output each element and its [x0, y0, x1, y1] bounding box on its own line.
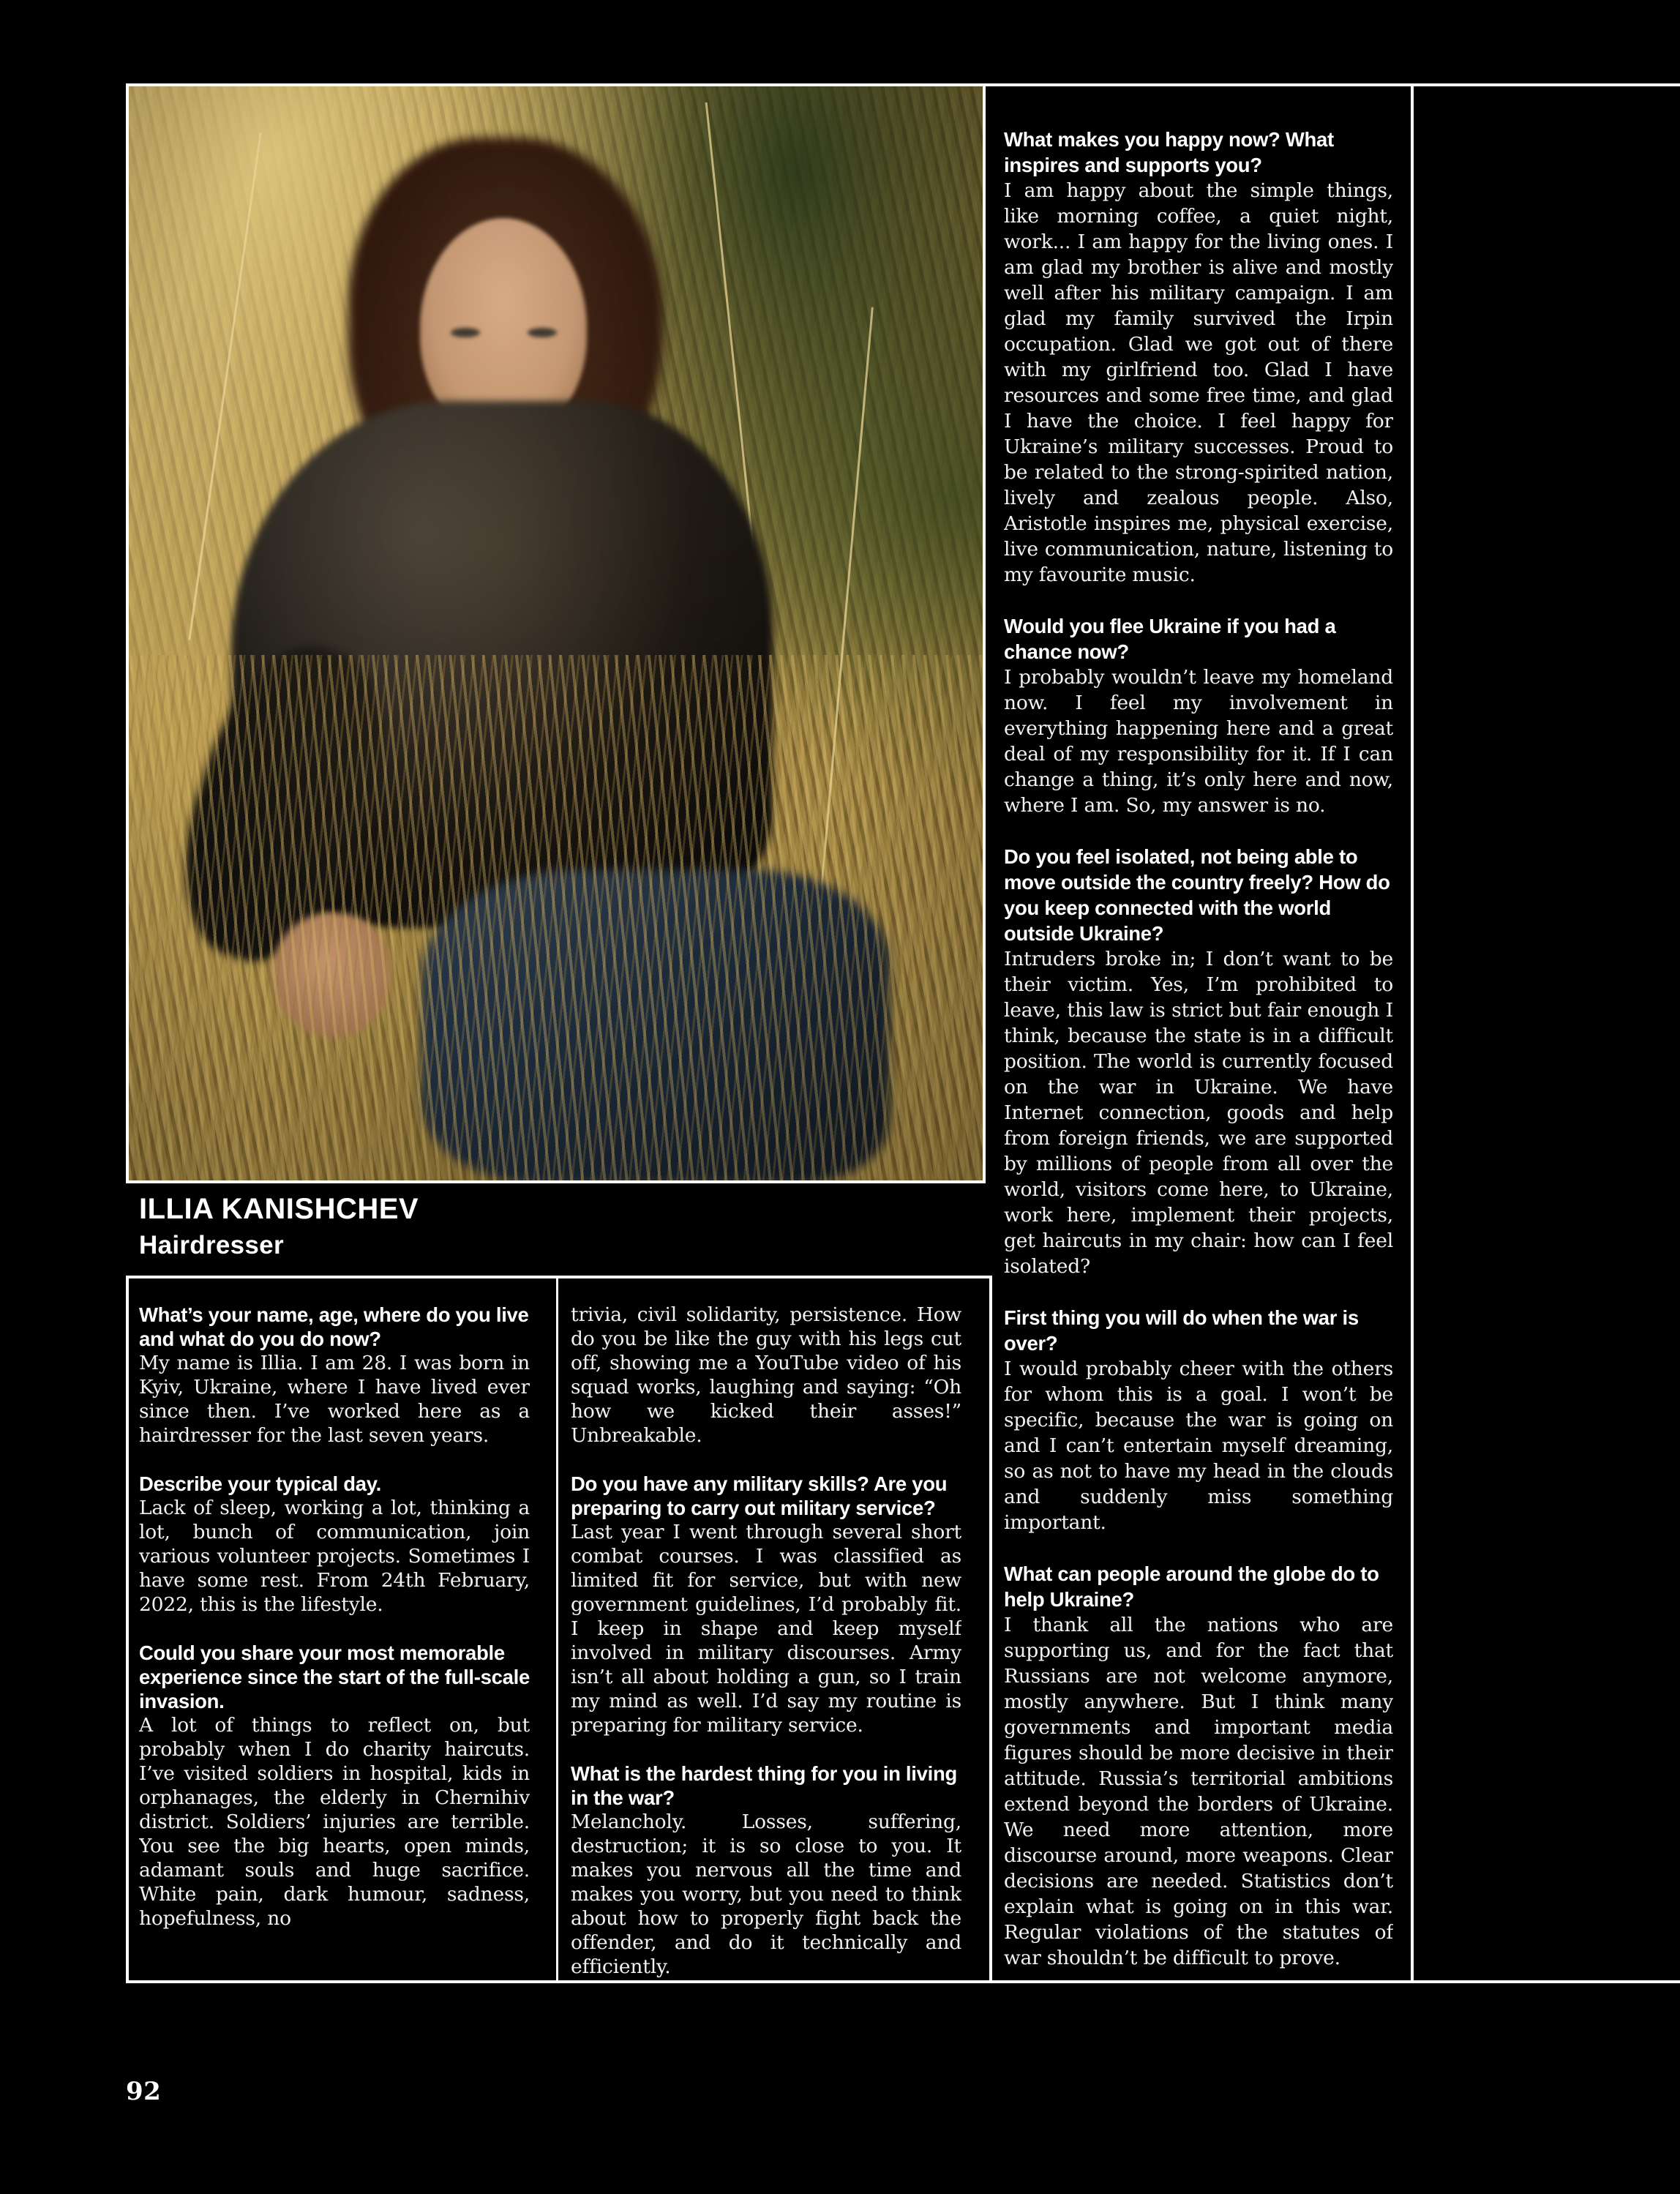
answer-block: Last year I went through several short combat courses. I was classified as limited fit for service, but with new government guidelines, I’d probably fit. I keep in shape and keep myself involved in military discourses. Army isn’t all about holding a gun, so I train my mind as well. I’d say my routine is preparing for military service.	[571, 1521, 961, 1737]
caption-name: ILLIA KANISHCHEV	[139, 1193, 419, 1225]
answer-block: Intruders broke in; I don’t want to be their victim. Yes, I’m prohibited to leave, this law is strict but fair enough I think, because the state is in a difficult position. The world is currently focused on the war in Ukraine. We have Internet connection, goods and help from foreign friends, we are supported by millions of people from all over the world, visitors come here, to Ukraine, work here, implement their projects, get haircuts in my chair: how can I feel isolated?	[1004, 948, 1393, 1278]
question-block: Could you share your most memorable experience since the start of the full-scale invasion.	[139, 1641, 530, 1712]
qa-box-left-rule	[126, 1276, 129, 1983]
answer-block: I probably wouldn’t leave my homeland now. I feel my involvement in everything happening here and a great deal of my responsibility for it. If I can change a thing, it’s only here and now, where I am. So, my answer is no.	[1004, 666, 1393, 817]
answer-block: Melancholy. Losses, suffering, destruction; it is so close to you. It makes you nervous all the time and makes you worry, but you need to think about how to properly fight back the offender, and do it technically and efficiently.	[571, 1811, 961, 1977]
caption-role: Hairdresser	[139, 1231, 284, 1259]
answer-block-continued: trivia, civil solidarity, persistence. How do you be like the guy with his legs cut off, showing me a YouTube video of his squad works, laughing and saying: “Oh how we kicked their asses!” Unbreakable.	[571, 1303, 961, 1447]
question-block: Describe your typical day.	[139, 1472, 381, 1495]
answer-block: A lot of things to reflect on, but probably when I do charity haircuts. I’ve visited soldiers in hospital, kids in orphanages, the elderly in Chernihiv district. Soldiers’ injuries are terrible. You see the big hearts, open minds, adamant souls and huge sacrifice. White pain, dark humour, sadness, hopefulness, no	[139, 1714, 530, 1930]
qa-box-top-rule	[126, 1276, 992, 1278]
question-block: Do you have any military skills? Are you preparing to carry out military service?	[571, 1472, 948, 1519]
question-block: What makes you happy now? What inspires and supports you?	[1004, 128, 1334, 176]
bottom-rule	[126, 1980, 1680, 1983]
question-block: Would you flee Ukraine if you had a chance now?	[1004, 615, 1336, 663]
question-block: What’s your name, age, where do you live and what do you do now?	[139, 1303, 529, 1350]
answer-block: I thank all the nations who are supporting us, and for the fact that Russians are not welcome anymore, mostly anywhere. But I think many governments and important media figures should be more decisive in their attitude. Russia’s territorial ambitions extend beyond the borders of Ukraine. We need more attention, more discourse around, more weapons. Clear decisions are needed. Statistics don’t explain what is going on in this war. Regular violations of the statutes of war shouldn’t be difficult to prove.	[1004, 1614, 1393, 1969]
question-block: What can people around the globe do to help Ukraine?	[1004, 1562, 1379, 1611]
answer-block: Lack of sleep, working a lot, thinking a lot, bunch of communication, join various volunteer projects. Sometimes I have some rest. From 24th February, 2022, this is the lifestyle.	[139, 1497, 530, 1616]
answer-block: I would probably cheer with the others for whom this is a goal. I won’t be specific, because the war is going on and I can’t entertain myself dreaming, so as not to have my head in the clouds and suddenly miss something important.	[1004, 1358, 1393, 1534]
photo-vignette	[129, 86, 983, 1180]
interview-column-1	[139, 1303, 530, 1977]
page-folio: 92	[126, 2077, 162, 2106]
question-block: Do you feel isolated, not being able to move outside the country freely? How do you keep connected with the world outside Ukraine?	[1004, 845, 1390, 945]
question-block: First thing you will do when the war is over?	[1004, 1306, 1359, 1355]
question-block: What is the hardest thing for you in living in the war?	[571, 1762, 957, 1809]
answer-block: I am happy about the simple things, like morning coffee, a quiet night, work... I am happy for the living ones. I am glad my brother is alive and mostly well after his military campaign. I am glad my family survived the Irpin occupation. Glad we got out of there with my girlfriend too. Glad I have resources and some free time, and glad I have the choice. I feel happy for Ukraine’s military successes. Proud to be related to the strong-spirited nation, lively and zealous people. Also, Aristotle inspires me, physical exercise, live communication, nature, listening to my favourite music.	[1004, 179, 1393, 586]
portrait-photo	[126, 83, 986, 1183]
interview-column-2	[571, 1303, 961, 1977]
right-column-rule	[1411, 83, 1414, 1983]
column-divider-1	[556, 1276, 558, 1980]
interview-column-3	[1004, 101, 1393, 1977]
answer-block: My name is Illia. I am 28. I was born in Kyiv, Ukraine, where I have lived ever since then. I’ve worked here as a hairdresser for the last seven years.	[139, 1352, 530, 1447]
column-divider-2	[989, 1276, 992, 1980]
